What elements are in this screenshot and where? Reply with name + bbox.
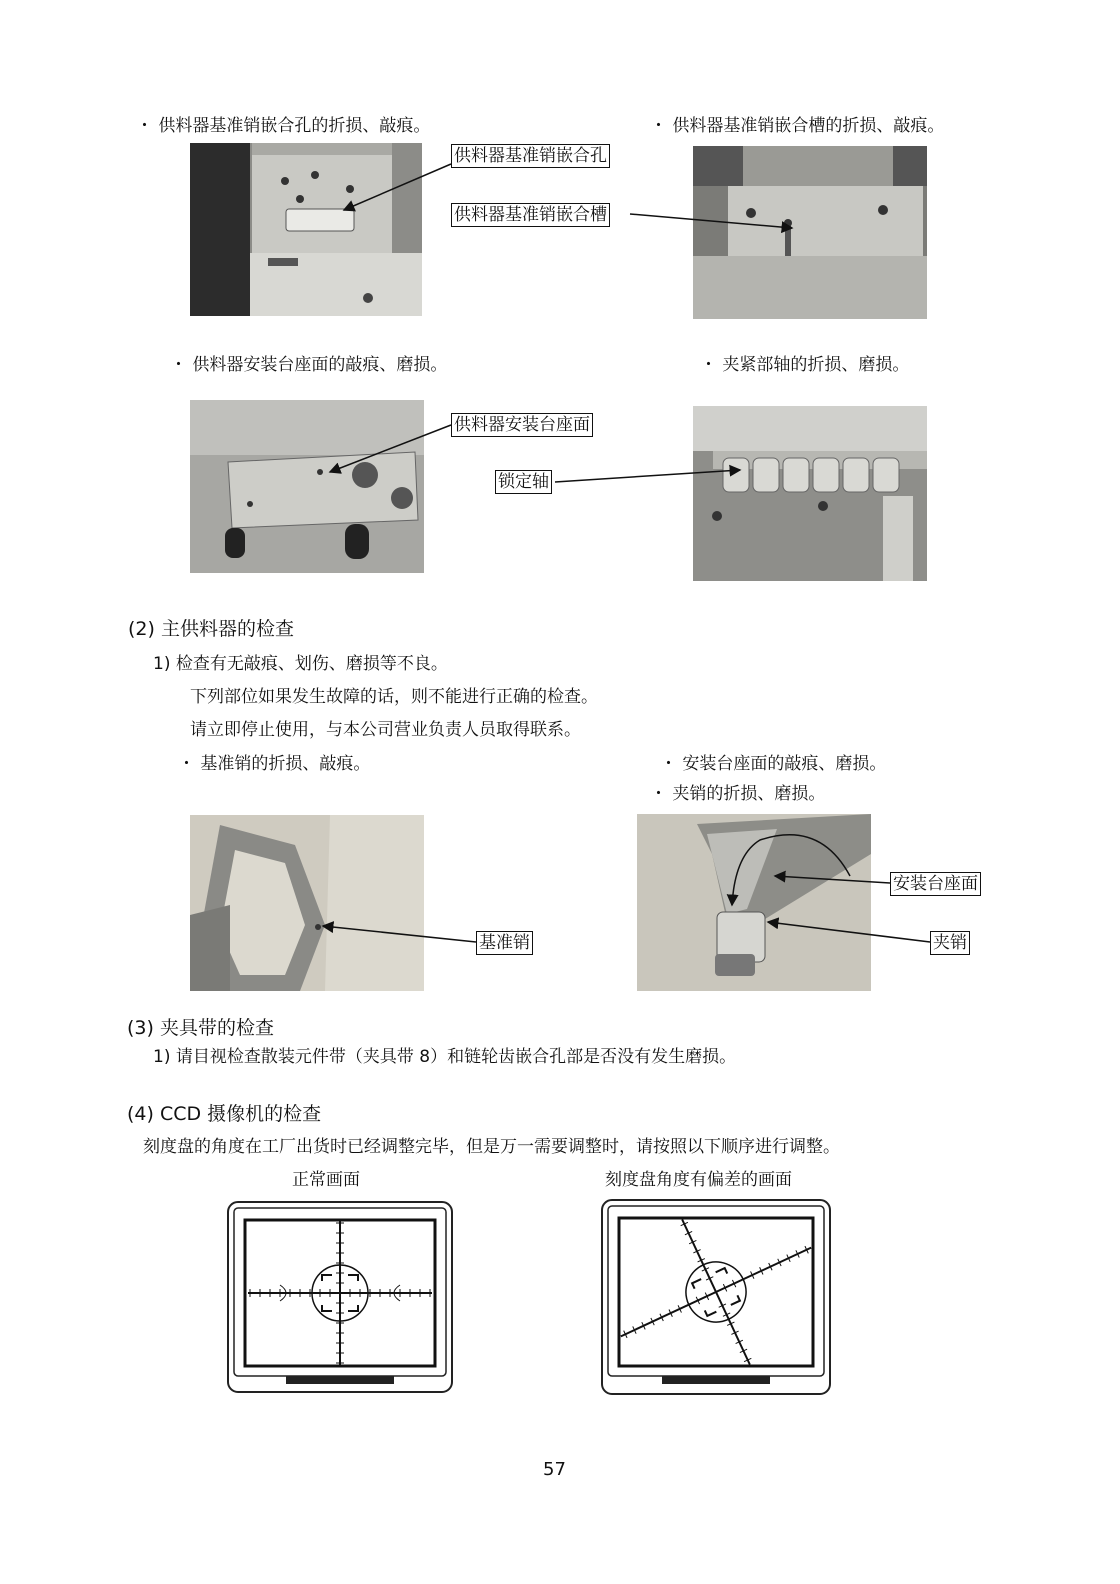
section2-line3: 请立即停止使用，与本公司营业负责人员取得联系。: [190, 720, 581, 740]
bullet-seat-damage: ・ 供料器安装台座面的敲痕、磨损。: [170, 355, 448, 375]
bullet-mount-damage: ・ 安装台座面的敲痕、磨损。: [660, 754, 887, 774]
callout-clamp-pin: 夹销: [930, 931, 970, 955]
monitor-skewed-dial: [600, 1198, 832, 1398]
bullet-shaft-damage: ・ 夹紧部轴的折损、磨损。: [700, 355, 910, 375]
callout-pin-slot: 供料器基准销嵌合槽: [451, 203, 610, 227]
photo-feeder-seat: [190, 400, 424, 573]
section4-heading: (4) CCD 摄像机的检查: [127, 1103, 322, 1125]
callout-seat: 供料器安装台座面: [451, 413, 593, 437]
section2-heading: (2) 主供料器的检查: [128, 618, 294, 640]
section3-heading: (3) 夹具带的检查: [127, 1017, 274, 1039]
callout-lock-shaft: 锁定轴: [495, 470, 552, 494]
section2-line2: 下列部位如果发生故障的话，则不能进行正确的检查。: [190, 687, 598, 707]
photo-base-pin: [190, 815, 424, 991]
bullet-pin-damage: ・ 基准销的折损、敲痕。: [178, 754, 371, 774]
callout-base-pin: 基准销: [476, 931, 533, 955]
page-number: 57: [543, 1459, 566, 1480]
bullet-clamp-damage: ・ 夹销的折损、磨损。: [650, 784, 826, 804]
monitor-normal-dial: [226, 1200, 454, 1396]
section4-description: 刻度盘的角度在工厂出货时已经调整完毕，但是万一需要调整时，请按照以下顺序进行调整。: [143, 1137, 840, 1157]
caption-skewed-screen: 刻度盘角度有偏差的画面: [605, 1170, 792, 1190]
photo-clamp-pin: [637, 814, 871, 991]
bullet-slot-damage: ・ 供料器基准销嵌合槽的折损、敲痕。: [650, 116, 945, 136]
photo-lock-shaft: [693, 406, 927, 581]
callout-pin-hole: 供料器基准销嵌合孔: [451, 144, 610, 168]
photo-feeder-pin-slot: [693, 146, 927, 319]
callout-mount-seat: 安装台座面: [890, 872, 981, 896]
caption-normal-screen: 正常画面: [292, 1170, 360, 1190]
section2-item1: 1) 检查有无敲痕、划伤、磨损等不良。: [153, 654, 448, 674]
section3-item1: 1) 请目视检查散装元件带（夹具带 8）和链轮齿嵌合孔部是否没有发生磨损。: [153, 1047, 737, 1067]
photo-feeder-pin-hole: [190, 143, 422, 316]
bullet-hole-damage: ・ 供料器基准销嵌合孔的折损、敲痕。: [136, 116, 431, 136]
